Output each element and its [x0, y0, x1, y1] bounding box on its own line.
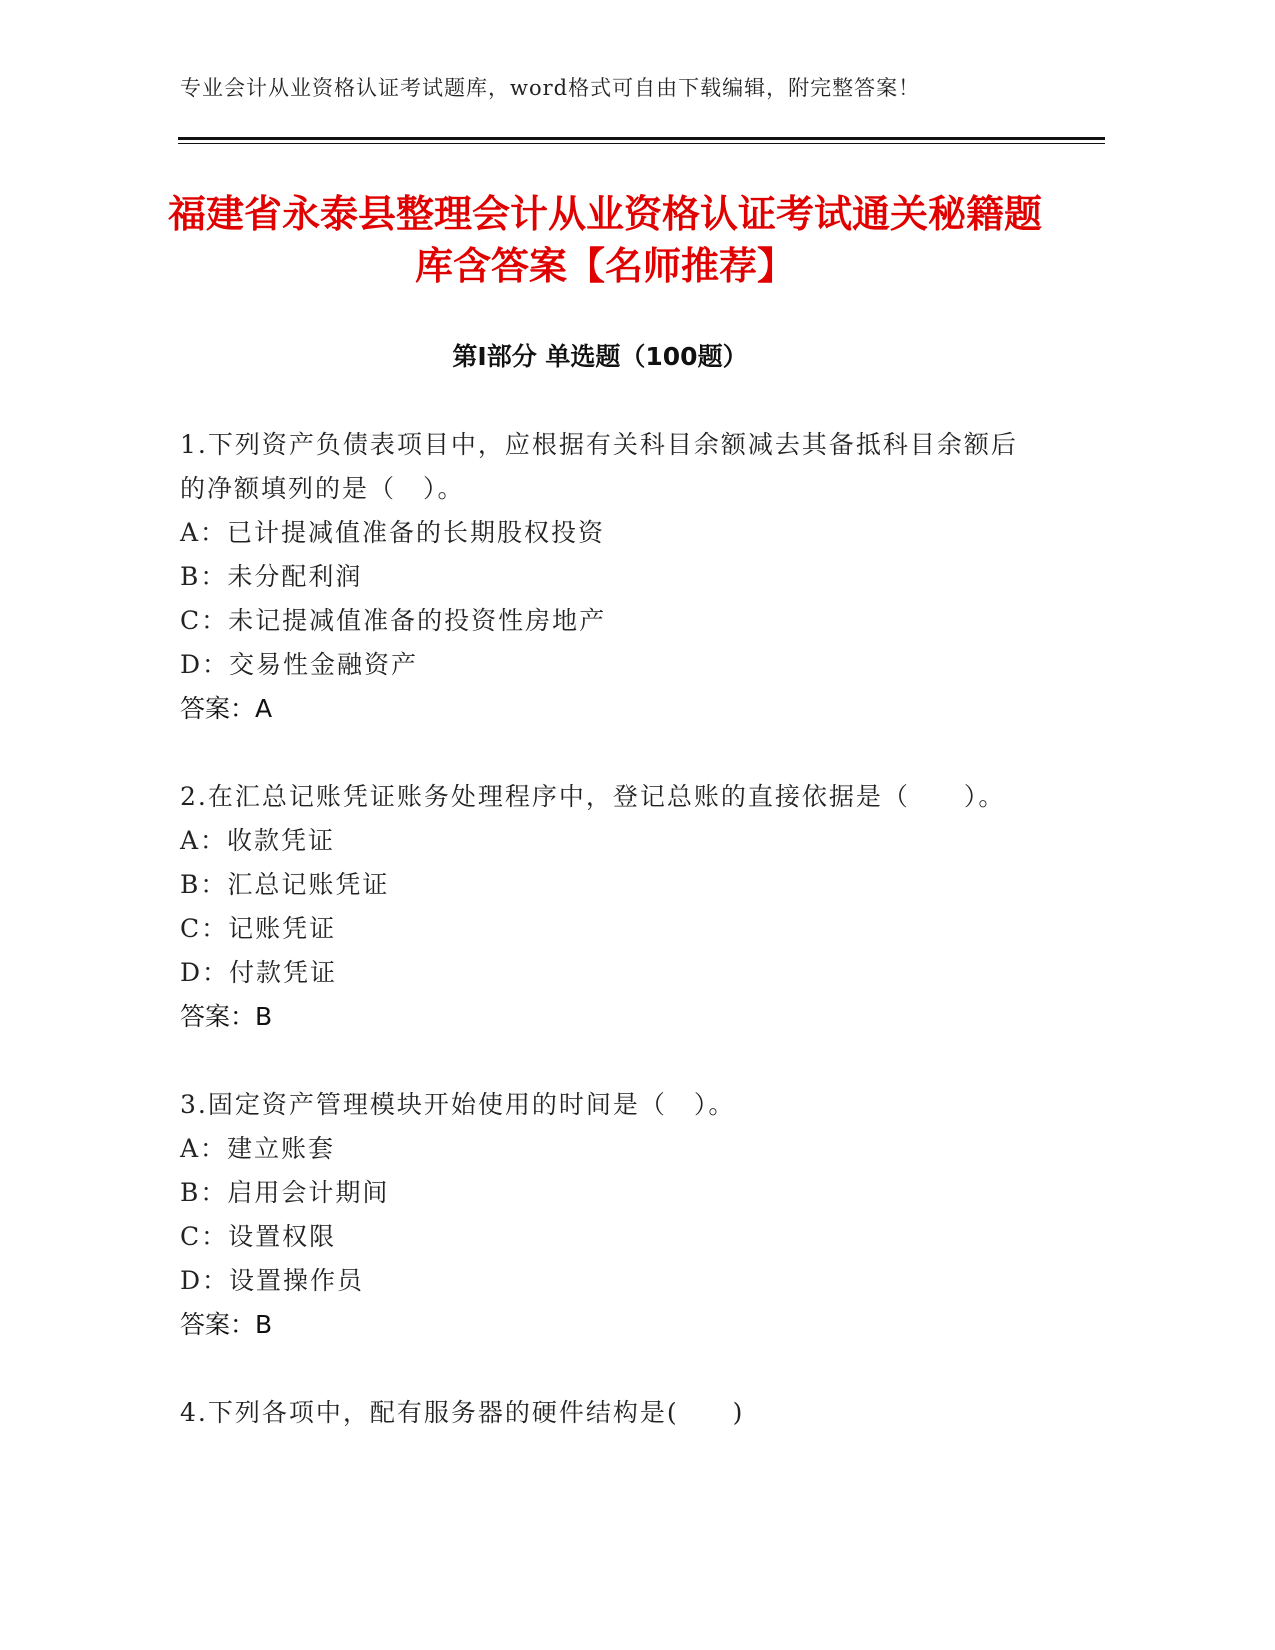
- option-a: A：收款凭证: [180, 826, 336, 855]
- answer: 答案：B: [180, 1310, 273, 1339]
- question-stem: 2.在汇总记账凭证账务处理程序中，登记总账的直接依据是（ ）。: [180, 782, 1006, 811]
- answer: 答案：A: [180, 694, 273, 723]
- option-b: B：未分配利润: [180, 562, 363, 591]
- option-c: C：未记提减值准备的投资性房地产: [180, 606, 607, 635]
- option-c: C：设置权限: [180, 1222, 337, 1251]
- header-rule-thin: [178, 143, 1105, 144]
- option-d: D：设置操作员: [180, 1266, 365, 1295]
- question-stem: 4.下列各项中，配有服务器的硬件结构是( ): [180, 1398, 745, 1427]
- question-list: [180, 423, 1030, 1479]
- option-a: A：已计提减值准备的长期股权投资: [180, 518, 606, 547]
- question-2: [180, 775, 1030, 1039]
- document-title: 福建省永泰县整理会计从业资格认证考试通关秘籍题库含答案【名师推荐】: [167, 192, 1042, 288]
- question-stem: 3.固定资产管理模块开始使用的时间是（ ）。: [180, 1090, 736, 1119]
- question-4: [180, 1391, 1030, 1435]
- question-1: [180, 423, 1030, 731]
- option-b: B：启用会计期间: [180, 1178, 390, 1207]
- header-note: 专业会计从业资格认证考试题库，word格式可自由下载编辑，附完整答案！: [180, 76, 921, 100]
- option-c: C：记账凭证: [180, 914, 337, 943]
- option-a: A：建立账套: [180, 1134, 336, 1163]
- option-d: D：付款凭证: [180, 958, 338, 987]
- section-title: 第I部分 单选题（100题）: [452, 342, 748, 371]
- option-b: B：汇总记账凭证: [180, 870, 390, 899]
- question-3: [180, 1083, 1030, 1347]
- header-rule-thick: [178, 137, 1105, 140]
- option-d: D：交易性金融资产: [180, 650, 419, 679]
- question-stem: 1.下列资产负债表项目中，应根据有关科目余额减去其备抵科目余额后的净额填列的是（ ）。: [180, 430, 1018, 503]
- answer: 答案：B: [180, 1002, 273, 1031]
